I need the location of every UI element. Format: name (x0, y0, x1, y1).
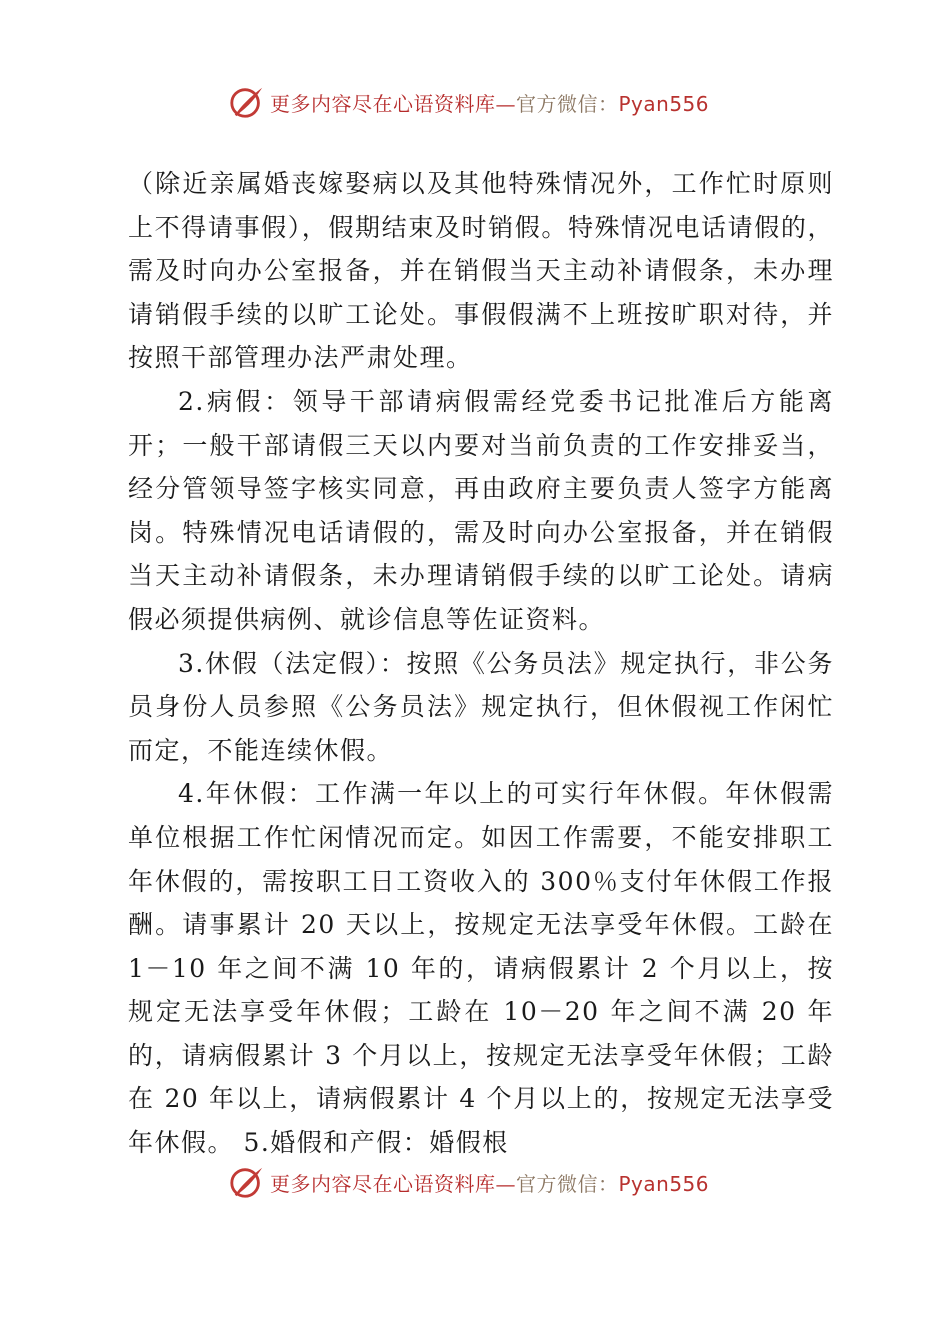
paragraph-sick-leave: 2.病假：领导干部请病假需经党委书记批准后方能离开；一般干部请假三天以内要对当前负责的工作安排妥当，经分管领导签字核实同意，再由政府主要负责人签字方能离岗。特殊情况电话请假的，需及时向办公室报备，并在销假当天主动补请假条，未办理请销假手续的以旷工论处。请病假必须提供病例、就诊信息等佐证资料。 (128, 386, 834, 634)
banner-dash: — (495, 91, 516, 116)
banner-text (270, 1168, 709, 1197)
banner-wechat-id: Pyan556 (618, 1171, 710, 1196)
banner-slogan: 更多内容尽在心语资料库 (270, 1171, 496, 1196)
quill-logo-icon (228, 83, 266, 121)
banner-text (270, 88, 709, 117)
banner-wechat-id: Pyan556 (618, 91, 710, 116)
banner-dash: — (495, 1171, 516, 1196)
banner-wechat-label: 官方微信： (516, 91, 619, 116)
quill-logo-icon (228, 1163, 266, 1201)
header-banner (228, 82, 748, 122)
paragraph-statutory-leave: 3.休假（法定假）：按照《公务员法》规定执行，非公务员身份人员参照《公务员法》规定执行，但休假视工作闲忙而定，不能连续休假。 (128, 648, 834, 765)
paragraph-personal-leave-cont: （除近亲属婚丧嫁娶病以及其他特殊情况外，工作忙时原则上不得请事假），假期结束及时销假。特殊情况电话请假的，需及时向办公室报备，并在销假当天主动补请假条，未办理请销假手续的以旷工论处。事假假满不上班按旷职对待，并按照干部管理办法严肃处理。 (128, 169, 834, 373)
footer-banner (228, 1162, 748, 1202)
document-body (128, 162, 834, 1165)
paragraph-annual-leave: 4.年休假：工作满一年以上的可实行年休假。年休假需单位根据工作忙闲情况而定。如因工作需要，不能安排职工年休假的，需按职工日工资收入的 300％支付年休假工作报酬。请事累计 20 天以上，按规定无法享受年休假。工龄在 1－10 年之间不满 10 年的，请病假累计 2 个月以上，按规定无法享受年休假；工龄在 10－20 年之间不满 20 年的，请病假累计 3 个月以上，按规定无法享受年休假；工龄在 20 年以上，请病假累计 4 个月以上的，按规定无法享受年休假。 5.婚假和产假：婚假根 (128, 779, 834, 1158)
banner-wechat-label: 官方微信： (516, 1171, 619, 1196)
banner-slogan: 更多内容尽在心语资料库 (270, 91, 496, 116)
